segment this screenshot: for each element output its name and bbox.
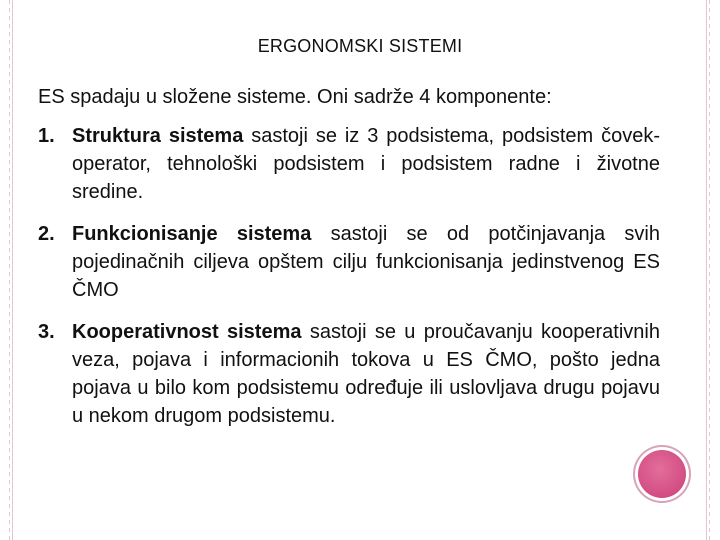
item-number: 1. <box>38 125 55 147</box>
list-item <box>38 220 660 304</box>
item-number: 3. <box>38 321 55 343</box>
slide-title: ERGONOMSKI SISTEMI <box>257 36 463 56</box>
item-text: sastoji se od potčinjavanja svih pojedinačnih ciljeva opštem cilju funkcionisanja jedinstvenog ES ČMO <box>72 223 661 301</box>
item-term: Kooperativnost sistema <box>72 321 302 343</box>
list-item <box>38 318 660 430</box>
item-term: Funkcionisanje sistema <box>72 223 312 245</box>
item-term: Struktura sistema <box>72 125 244 147</box>
frame-line-dotted-left <box>9 0 10 540</box>
frame-line-right <box>706 0 707 540</box>
item-text: sastoji se u proučavanju kooperativnih veza, pojava i informacionih tokova u ES ČMO, pošto jedna pojava u bilo kom podsistemu određuje ili uslovljava drugu pojavu u nekom drugom podsistemu. <box>72 321 660 427</box>
component-list <box>38 122 660 444</box>
frame-line-dotted-right <box>709 0 710 540</box>
item-text: sastoji se iz 3 podsistema, podsistem čovek-operator, tehnološki podsistem i podsistem radne i životne sredine. <box>72 125 660 203</box>
frame-line-left <box>12 0 13 540</box>
list-item <box>38 122 660 206</box>
item-number: 2. <box>38 223 55 245</box>
decorative-circle <box>638 450 686 498</box>
intro-text: ES spadaju u složene sisteme. Oni sadrže 4 komponente: <box>38 86 552 108</box>
